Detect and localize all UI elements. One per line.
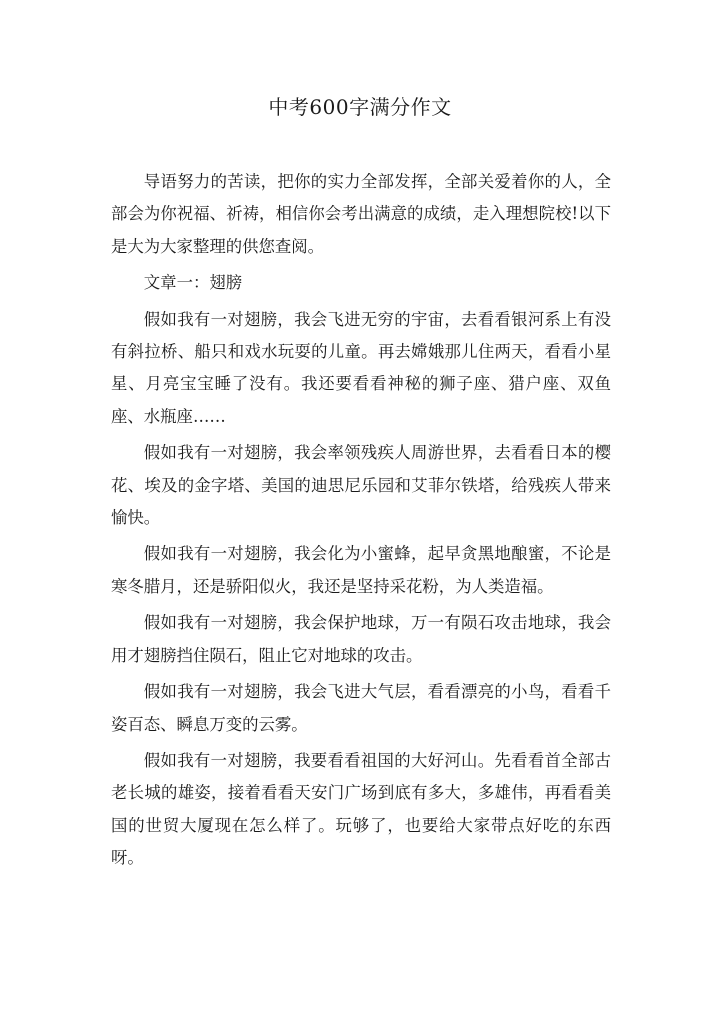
- paragraph: 假如我有一对翅膀，我要看看祖国的大好河山。先看看首全部古老长城的雄姿，接着看看天安门广场到底有多大，多雄伟，再看看美国的世贸大厦现在怎么样了。玩够了，也要给大家带点好吃的东西呀。: [111, 750, 611, 868]
- paragraph-heading: 文章一：翅膀: [143, 273, 243, 293]
- paragraph: 假如我有一对翅膀，我会化为小蜜蜂，起早贪黑地酿蜜，不论是寒冬腊月，还是骄阳似火，我还是坚持采花粉，为人类造福。: [111, 544, 611, 596]
- document-body: [111, 166, 611, 879]
- paragraph: 假如我有一对翅膀，我会飞进无穷的宇宙，去看看银河系上有没有斜拉桥、船只和戏水玩耍的儿童。再去嫦娥那儿住两天，看看小星星、月亮宝宝睡了没有。我还要看看神秘的狮子座、猎户座、双鱼座、水瓶座……: [111, 309, 611, 426]
- paragraph: 假如我有一对翅膀，我会飞进大气层，看看漂亮的小鸟，看看千姿百态、瞬息万变的云雾。: [111, 682, 611, 734]
- paragraph: 假如我有一对翅膀，我会保护地球，万一有陨石攻击地球，我会用才翅膀挡住陨石，阻止它对地球的攻击。: [111, 613, 611, 665]
- paragraph: 假如我有一对翅膀，我会率领残疾人周游世界，去看看日本的樱花、埃及的金字塔、美国的迪思尼乐园和艾菲尔铁塔，给残疾人带来愉快。: [111, 443, 611, 528]
- document-title: 中考600字满分作文: [268, 95, 452, 119]
- paragraph-intro: 导语努力的苦读，把你的实力全部发挥，全部关爱着你的人，全部会为你祝福、祈祷，相信你会考出满意的成绩，走入理想院校!以下是大为大家整理的供您查阅。: [111, 172, 611, 256]
